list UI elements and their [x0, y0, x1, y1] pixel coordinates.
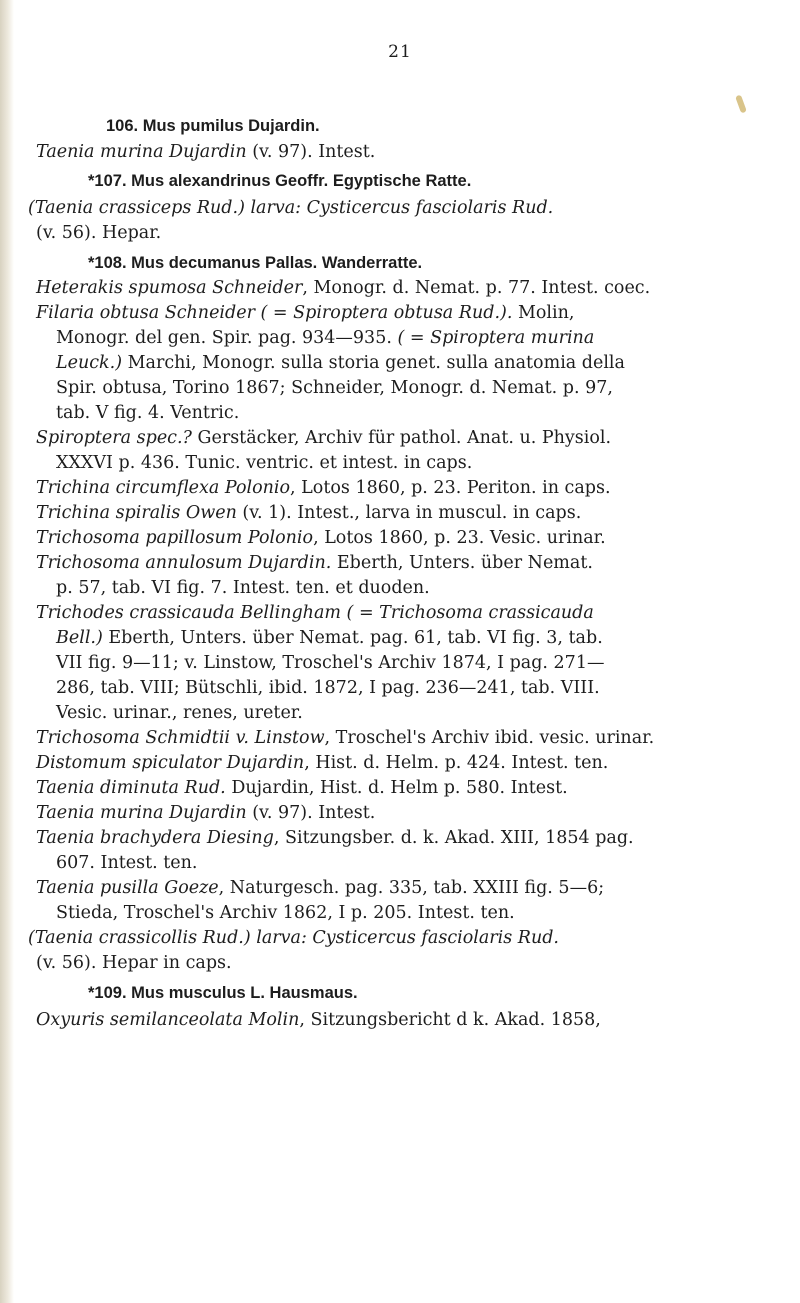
- text-line: Leuck.) Marchi, Monogr. sulla storia genet. sulla anatomia della: [56, 353, 625, 373]
- text-line: Distomum spiculator Dujardin, Hist. d. Helm. p. 424. Intest. ten.: [36, 753, 609, 773]
- text-line: Heterakis spumosa Schneider, Monogr. d. Nemat. p. 77. Intest. coec.: [36, 278, 651, 298]
- text-line: Trichina circumflexa Polonio, Lotos 1860, p. 23. Periton. in caps.: [36, 478, 611, 498]
- text-line: 607. Intest. ten.: [56, 853, 198, 873]
- text-line: Taenia murina Dujardin (v. 97). Intest.: [36, 803, 376, 823]
- text-line: tab. V fig. 4. Ventric.: [56, 403, 240, 423]
- text-line: Trichodes crassicauda Bellingham ( = Trichosoma crassicauda: [36, 603, 594, 623]
- text-line: 286, tab. VIII; Bütschli, ibid. 1872, I pag. 236—241, tab. VIII.: [56, 678, 600, 698]
- text-line: Spiroptera spec.? Gerstäcker, Archiv für pathol. Anat. u. Physiol.: [36, 428, 612, 448]
- text-line: Monogr. del gen. Spir. pag. 934—935. ( = Spiroptera murina: [56, 328, 595, 348]
- species-heading: *108. Mus decumanus Pallas. Wanderratte.: [88, 254, 423, 272]
- text-line: Taenia pusilla Goeze, Naturgesch. pag. 335, tab. XXIII fig. 5—6;: [36, 878, 605, 898]
- text-line: p. 57, tab. VI fig. 7. Intest. ten. et duoden.: [56, 578, 430, 598]
- text-line: Trichosoma Schmidtii v. Linstow, Troschel's Archiv ibid. vesic. urinar.: [36, 728, 655, 748]
- text-line: (Taenia crassiceps Rud.) larva: Cysticercus fasciolaris Rud.: [28, 198, 554, 218]
- text-line: Bell.) Eberth, Unters. über Nemat. pag. 61, tab. VI fig. 3, tab.: [56, 628, 603, 648]
- species-heading: *109. Mus musculus L. Hausmaus.: [88, 984, 358, 1002]
- page-number: 21: [388, 42, 412, 62]
- text-line: Vesic. urinar., renes, ureter.: [56, 703, 303, 723]
- text-line: VII fig. 9—11; v. Linstow, Troschel's Archiv 1874, I pag. 271—: [56, 653, 605, 673]
- text-line: Spir. obtusa, Torino 1867; Schneider, Monogr. d. Nemat. p. 97,: [56, 378, 613, 398]
- text-line: XXXVI p. 436. Tunic. ventric. et intest. in caps.: [56, 453, 473, 473]
- text-line: Taenia murina Dujardin (v. 97). Intest.: [36, 142, 376, 162]
- text-line: Taenia brachydera Diesing, Sitzungsber. d. k. Akad. XIII, 1854 pag.: [36, 828, 634, 848]
- text-line: Filaria obtusa Schneider ( = Spiroptera obtusa Rud.). Molin,: [36, 303, 575, 323]
- text-line: Trichosoma papillosum Polonio, Lotos 1860, p. 23. Vesic. urinar.: [36, 528, 606, 548]
- species-heading: *107. Mus alexandrinus Geoffr. Egyptische Ratte.: [88, 172, 472, 190]
- text-line: Trichosoma annulosum Dujardin. Eberth, Unters. über Nemat.: [36, 553, 593, 573]
- text-line: (Taenia crassicollis Rud.) larva: Cysticercus fasciolaris Rud.: [28, 928, 559, 948]
- text-line: Stieda, Troschel's Archiv 1862, I p. 205. Intest. ten.: [56, 903, 515, 923]
- page-spine-shadow: [0, 0, 14, 1303]
- species-heading: 106. Mus pumilus Dujardin.: [106, 117, 320, 135]
- text-line: Taenia diminuta Rud. Dujardin, Hist. d. Helm p. 580. Intest.: [36, 778, 568, 798]
- text-line: (v. 56). Hepar in caps.: [36, 953, 232, 973]
- text-line: Oxyuris semilanceolata Molin, Sitzungsbericht d k. Akad. 1858,: [36, 1010, 601, 1030]
- text-line: Trichina spiralis Owen (v. 1). Intest., larva in muscul. in caps.: [36, 503, 582, 523]
- ink-mark: [735, 95, 747, 114]
- text-line: (v. 56). Hepar.: [36, 223, 162, 243]
